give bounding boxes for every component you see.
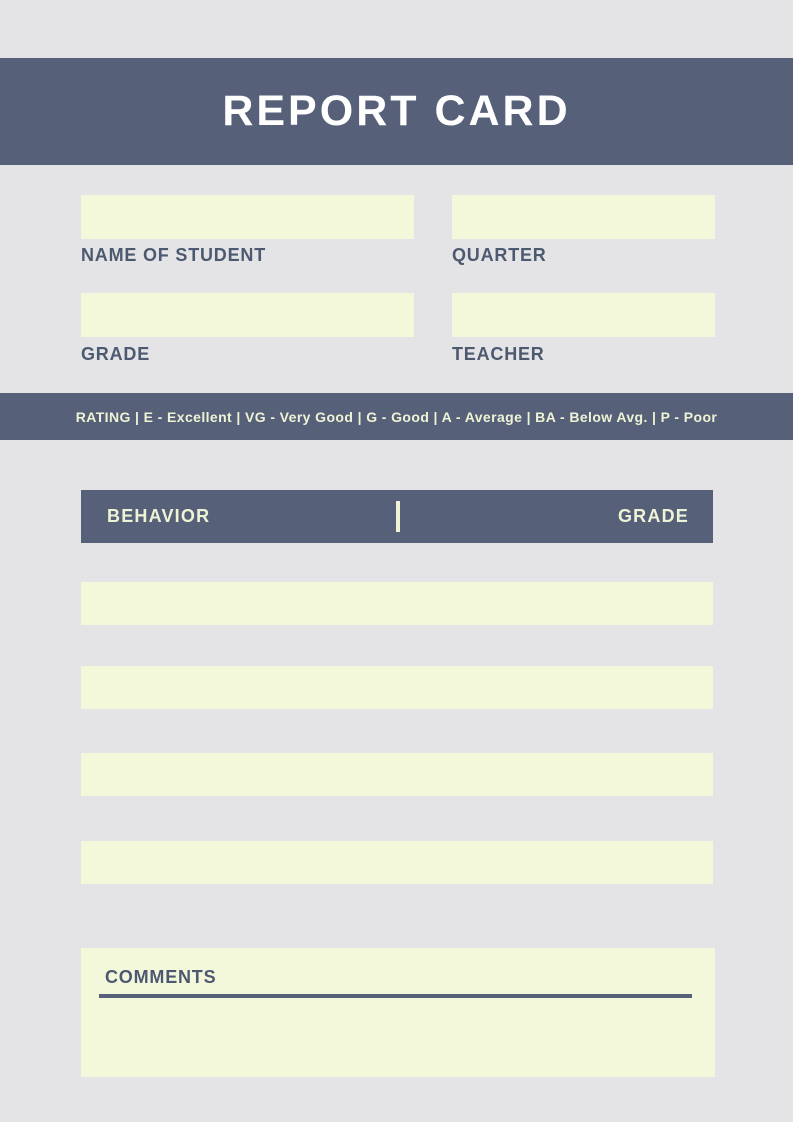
column-divider: [396, 501, 400, 532]
grade-input[interactable]: [81, 293, 414, 337]
behavior-table-header: [81, 490, 713, 543]
behavior-row[interactable]: [81, 582, 713, 625]
comments-underline: [99, 994, 692, 998]
behavior-row[interactable]: [81, 841, 713, 884]
comments-label: COMMENTS: [105, 967, 217, 987]
grade-label: GRADE: [81, 344, 151, 364]
behavior-column-header: BEHAVIOR: [107, 506, 211, 526]
comments-section: [81, 948, 715, 1077]
page-title: REPORT CARD: [222, 87, 571, 135]
name-of-student-label: NAME OF STUDENT: [81, 245, 266, 265]
header-band: [0, 58, 793, 165]
behavior-row[interactable]: [81, 753, 713, 796]
grade-column-header: GRADE: [617, 506, 689, 526]
quarter-input[interactable]: [452, 195, 715, 239]
teacher-input[interactable]: [452, 293, 715, 337]
teacher-label: TEACHER: [452, 344, 545, 364]
name-of-student-input[interactable]: [81, 195, 414, 239]
rating-legend-text: RATING | E - Excellent | VG - Very Good | G - Good | A - Average | BA - Below Avg. | P - Poor: [75, 408, 718, 425]
comments-input[interactable]: [99, 1002, 697, 1070]
behavior-row[interactable]: [81, 666, 713, 709]
quarter-label: QUARTER: [452, 245, 547, 265]
rating-legend-band: [0, 393, 793, 440]
